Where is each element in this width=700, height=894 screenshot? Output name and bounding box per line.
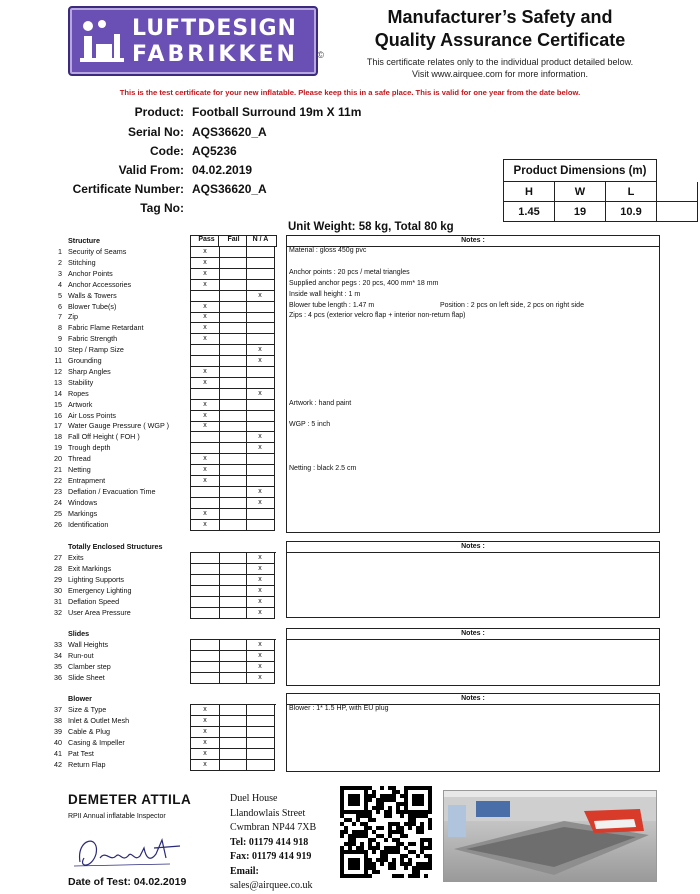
row-number: 40 xyxy=(54,737,62,747)
note-line: Netting : black 2.5 cm xyxy=(289,465,357,472)
row-item-label: Exit Markings xyxy=(68,563,112,573)
logo-symbol-icon xyxy=(78,16,126,66)
na-cell: x xyxy=(246,442,275,454)
address-line-2: Llandowlais Street xyxy=(230,807,306,819)
section-2-notes-header: Notes : xyxy=(287,629,659,640)
address-line-1: Duel House xyxy=(230,793,278,804)
pass-cell xyxy=(190,672,220,684)
row-number: 27 xyxy=(54,553,62,562)
section-1-notes-header: Notes : xyxy=(287,542,659,553)
pass-cell: x xyxy=(190,257,220,269)
row-number: 25 xyxy=(54,508,62,518)
row-number: 16 xyxy=(54,410,62,420)
row-number: 2 xyxy=(58,257,62,267)
row-item-label: Anchor Points xyxy=(68,268,113,278)
row-item-label: Deflation / Evacuation Time xyxy=(68,486,156,496)
row-item-label: Fabric Flame Retardant xyxy=(68,323,144,333)
row-item-label: Stability xyxy=(68,377,94,387)
row-item-label: Air Loss Points xyxy=(68,410,116,420)
row-number: 8 xyxy=(58,323,62,333)
pass-cell: x xyxy=(190,519,220,531)
row-item-label: Trough depth xyxy=(68,443,111,453)
na-cell: x xyxy=(246,290,275,302)
row-item-label: Run-out xyxy=(68,650,94,660)
row-item-label: Cable & Plug xyxy=(68,726,110,736)
na-cell: x xyxy=(246,607,275,619)
row-item-label: Artwork xyxy=(68,399,93,409)
note-line: Blower tube length : 1.47 m xyxy=(289,301,375,309)
company-address xyxy=(230,792,316,894)
row-number: 24 xyxy=(54,497,62,507)
note-line: Inside wall height : 1 m xyxy=(289,290,361,298)
pass-cell xyxy=(190,607,220,619)
row-item-label: Stitching xyxy=(68,257,96,267)
row-number: 6 xyxy=(58,301,62,311)
pass-cell: x xyxy=(190,279,220,291)
inspector-role: RPII Annual inflatable Inspector xyxy=(68,813,166,820)
na-cell: x xyxy=(246,639,275,651)
row-number: 32 xyxy=(54,607,62,617)
section-1-notes-box xyxy=(286,541,660,618)
pass-cell: x xyxy=(190,759,220,771)
column-divider xyxy=(218,235,219,246)
row-number: 30 xyxy=(54,585,62,595)
email-label: Email: xyxy=(230,865,259,877)
product-dimensions-table xyxy=(503,159,698,222)
logo-line-1: LUFTDESIGN xyxy=(132,16,297,41)
inspector-name: DEMETER ATTILA xyxy=(68,792,192,807)
row-number: 37 xyxy=(54,705,62,714)
row-item-label: Thread xyxy=(68,454,91,464)
row-number: 21 xyxy=(54,465,62,474)
note-line: Artwork : hand paint xyxy=(289,399,352,407)
unit-weight: Unit Weight: 58 kg, Total 80 kg xyxy=(288,221,454,233)
pass-cell: x xyxy=(190,246,220,258)
fail-cell xyxy=(218,519,247,531)
dimension-w-label: W xyxy=(555,182,606,202)
row-number: 36 xyxy=(54,672,62,682)
row-number: 11 xyxy=(54,356,62,365)
row-number: 31 xyxy=(54,596,62,606)
subtitle-line-2: Visit www.airquee.com for more information. xyxy=(412,69,588,79)
row-item-label: Exits xyxy=(68,553,84,562)
pass-cell: x xyxy=(190,704,220,716)
column-na-header: N / A xyxy=(252,236,269,243)
column-divider xyxy=(246,235,247,246)
pass-cell: x xyxy=(190,322,220,334)
row-number: 39 xyxy=(54,726,62,736)
note-line: Supplied anchor pegs : 20 pcs, 400 mm* 18 mm xyxy=(289,279,439,287)
row-item-label: Ropes xyxy=(68,388,89,398)
pass-cell: x xyxy=(190,399,220,411)
row-number: 28 xyxy=(54,563,62,573)
company-logo xyxy=(68,6,324,76)
pass-cell: x xyxy=(190,737,220,749)
pass-cell: x xyxy=(190,333,220,345)
na-cell: x xyxy=(246,585,275,597)
row-item-label: Lighting Supports xyxy=(68,574,124,584)
row-item-label: Identification xyxy=(68,519,109,529)
row-item-label: Walls & Towers xyxy=(68,290,117,300)
copyright-mark: © xyxy=(317,50,324,60)
row-number: 14 xyxy=(54,388,62,398)
section-1-title: Totally Enclosed Structures xyxy=(68,542,163,551)
telephone: Tel: 01179 414 918 xyxy=(230,836,309,848)
date-of-test-value: 04.02.2019 xyxy=(133,876,187,888)
row-item-label: Entrapment xyxy=(68,475,106,485)
product-photo xyxy=(443,790,657,882)
na-cell: x xyxy=(246,672,275,684)
pass-cell: x xyxy=(190,420,220,432)
row-number: 12 xyxy=(54,366,62,376)
row-number: 33 xyxy=(54,640,62,649)
pass-cell: x xyxy=(190,508,220,520)
pass-cell: x xyxy=(190,453,220,465)
note-line: WGP : 5 inch xyxy=(289,421,331,429)
product-value: Football Surround 19m X 11m xyxy=(192,105,362,119)
pass-cell: x xyxy=(190,715,220,727)
pass-cell: x xyxy=(190,748,220,760)
row-item-label: Windows xyxy=(68,497,98,507)
certificate-title xyxy=(335,6,665,52)
na-cell: x xyxy=(246,344,275,356)
subtitle-line-1: This certificate relates only to the individual product detailed below. xyxy=(366,57,634,67)
row-number: 41 xyxy=(54,748,62,758)
na-cell: x xyxy=(246,661,275,673)
note-line: Blower : 1* 1.5 HP, with EU plug xyxy=(289,705,389,712)
row-item-label: Slide Sheet xyxy=(68,672,105,682)
dimension-h-label: H xyxy=(504,182,555,202)
address-line-3: Cwmbran NP44 7XB xyxy=(230,822,317,833)
row-item-label: Grounding xyxy=(68,356,102,365)
na-cell: x xyxy=(246,574,275,586)
pass-cell: x xyxy=(190,464,220,476)
valid-from-label: Valid From: xyxy=(118,163,184,177)
row-number: 22 xyxy=(54,475,62,485)
fail-cell xyxy=(218,672,247,684)
na-cell: x xyxy=(246,596,275,608)
na-cell: x xyxy=(246,431,275,443)
pass-cell: x xyxy=(190,377,220,389)
pass-cell: x xyxy=(190,366,220,378)
row-number: 3 xyxy=(58,268,62,278)
note-line: Material : gloss 450g pvc xyxy=(289,247,367,254)
row-number: 34 xyxy=(54,650,62,660)
certificate-subtitle xyxy=(320,56,680,80)
blower-tube-position-note: Position : 2 pcs on left side, 2 pcs on right side xyxy=(440,301,584,309)
section-0-title: Structure xyxy=(68,236,100,245)
na-cell: x xyxy=(246,552,275,564)
valid-from-value: 04.02.2019 xyxy=(192,163,253,177)
code-value: AQ5236 xyxy=(192,144,237,158)
row-number: 20 xyxy=(54,454,62,464)
inspector-signature xyxy=(70,828,190,872)
row-number: 1 xyxy=(58,247,62,256)
na-cell xyxy=(246,759,275,771)
column-fail-header: Fail xyxy=(227,236,240,243)
section-2-notes-box xyxy=(286,628,660,686)
pass-cell: x xyxy=(190,726,220,738)
fax: Fax: 01179 414 919 xyxy=(230,851,312,862)
section-3-title: Blower xyxy=(68,694,92,703)
dimension-l-label: L xyxy=(606,182,657,202)
code-label: Code: xyxy=(150,144,184,158)
row-item-label: Emergency Lighting xyxy=(68,585,132,595)
row-number: 7 xyxy=(58,312,62,322)
qr-code[interactable] xyxy=(340,786,432,878)
certificate-number-value: AQS36620_A xyxy=(192,182,267,196)
row-item-label: Size & Type xyxy=(68,705,107,714)
section-0-notes-header: Notes : xyxy=(287,236,659,247)
fail-cell xyxy=(218,607,247,619)
pass-cell: x xyxy=(190,475,220,487)
na-cell: x xyxy=(246,497,275,509)
date-of-test-label: Date of Test: xyxy=(68,876,131,888)
row-number: 13 xyxy=(54,377,62,387)
row-number: 35 xyxy=(54,661,62,671)
na-cell: x xyxy=(246,355,275,367)
row-item-label: Security of Seams xyxy=(68,247,127,256)
dimension-l-value: 10.9 xyxy=(606,202,657,222)
na-cell: x xyxy=(246,388,275,400)
product-label: Product: xyxy=(134,105,184,119)
row-item-label: Fabric Strength xyxy=(68,334,118,344)
row-item-label: Sharp Angles xyxy=(68,366,111,376)
row-number: 23 xyxy=(54,486,62,496)
row-number: 19 xyxy=(54,443,62,453)
row-item-label: Netting xyxy=(68,465,91,474)
row-item-label: Pat Test xyxy=(68,748,94,758)
dimensions-title: Product Dimensions (m) xyxy=(504,160,657,182)
title-line-2: Quality Assurance Certificate xyxy=(374,30,626,50)
row-item-label: Deflation Speed xyxy=(68,596,120,606)
tag-label: Tag No: xyxy=(140,201,184,215)
note-line: Zips : 4 pcs (exterior velcro flap + interior non-return flap) xyxy=(289,312,466,320)
row-number: 29 xyxy=(54,574,62,584)
pass-cell: x xyxy=(190,410,220,422)
section-3-notes-header: Notes : xyxy=(287,694,659,705)
na-cell xyxy=(246,519,275,531)
pass-cell: x xyxy=(190,301,220,313)
row-item-label: Clamber step xyxy=(68,661,111,671)
row-item-label: Step / Ramp Size xyxy=(68,345,124,355)
row-item-label: Water Gauge Pressure ( WGP ) xyxy=(68,421,170,431)
row-number: 4 xyxy=(58,279,62,289)
dimension-h-value: 1.45 xyxy=(504,202,555,222)
pass-cell: x xyxy=(190,311,220,323)
row-item-label: Blower Tube(s) xyxy=(68,301,117,311)
row-item-label: Zip xyxy=(68,312,78,322)
section-2-title: Slides xyxy=(68,629,90,638)
row-number: 15 xyxy=(54,399,62,409)
row-number: 10 xyxy=(54,345,62,355)
na-cell: x xyxy=(246,486,275,498)
row-number: 17 xyxy=(54,421,62,431)
warning-notice: This is the test certificate for your new inflatable. Please keep this in a safe place. This is valid for one year from the date below. xyxy=(119,88,581,97)
row-number: 18 xyxy=(54,432,62,442)
row-item-label: Anchor Accessories xyxy=(68,279,132,289)
row-item-label: Casing & Impeller xyxy=(68,737,125,747)
row-number: 5 xyxy=(58,290,62,300)
fail-cell xyxy=(218,759,247,771)
column-pass-header: Pass xyxy=(198,236,215,243)
date-of-test xyxy=(68,876,186,888)
row-number: 38 xyxy=(54,715,62,725)
na-cell: x xyxy=(246,650,275,662)
row-item-label: Fall Off Height ( FOH ) xyxy=(68,432,140,442)
na-cell: x xyxy=(246,563,275,575)
pass-cell: x xyxy=(190,268,220,280)
certificate-number-label: Certificate Number: xyxy=(72,182,184,196)
title-line-1: Manufacturer’s Safety and xyxy=(387,7,613,27)
note-line: Anchor points : 20 pcs / metal triangles xyxy=(289,268,410,276)
row-number: 26 xyxy=(54,519,62,529)
row-item-label: Return Flap xyxy=(68,759,106,769)
inflatable-photo-image xyxy=(444,791,656,881)
logo-line-2: FABRIKKEN xyxy=(132,42,298,67)
dimension-w-value: 19 xyxy=(555,202,606,222)
email-link[interactable]: sales@airquee.co.uk xyxy=(230,880,313,891)
row-item-label: Wall Heights xyxy=(68,640,109,649)
row-item-label: Markings xyxy=(68,508,98,518)
serial-value: AQS36620_A xyxy=(192,125,267,139)
row-number: 9 xyxy=(58,334,62,344)
row-item-label: User Area Pressure xyxy=(68,607,131,617)
serial-label: Serial No: xyxy=(127,125,184,139)
row-item-label: Inlet & Outlet Mesh xyxy=(68,715,130,725)
row-number: 42 xyxy=(54,759,62,769)
